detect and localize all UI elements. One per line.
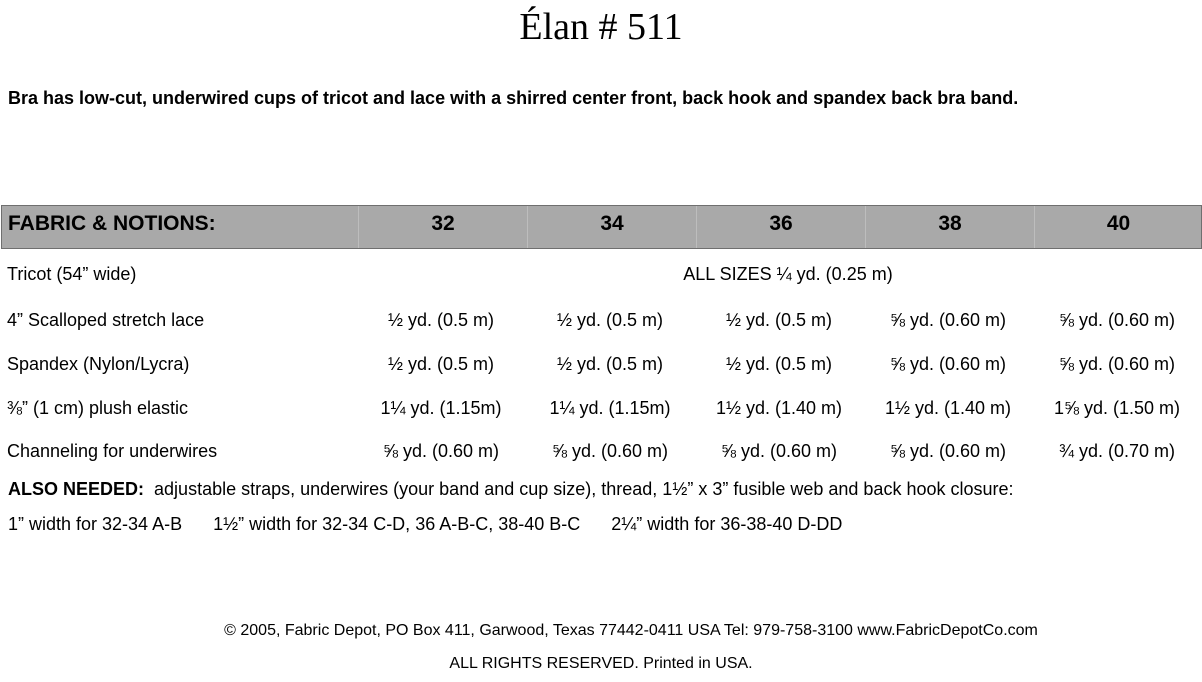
cell-size-34: ⅝ yd. (0.60 m) <box>551 441 669 461</box>
size-header-34: 34 <box>527 206 696 248</box>
rights-line: ALL RIGHTS RESERVED. Printed in USA. <box>449 655 753 672</box>
cell-size-34: ½ yd. (0.5 m) <box>556 310 664 330</box>
row-label: Channeling for underwires <box>7 441 218 461</box>
cell-size-36: ½ yd. (0.5 m) <box>725 310 833 330</box>
row-label: Spandex (Nylon/Lycra) <box>7 354 190 374</box>
cell-size-40: ⅝ yd. (0.60 m) <box>1058 354 1176 374</box>
table-header-label: FABRIC & NOTIONS: <box>8 212 216 235</box>
also-needed-text: adjustable straps, underwires (your band and cup size), thread, 1½” x 3” fusible web and back hook closure: <box>154 479 1014 499</box>
product-description: Bra has low-cut, underwired cups of tricot and lace with a shirred center front, back hook and spandex back bra band. <box>8 88 1019 108</box>
size-header-38: 38 <box>865 206 1034 248</box>
cell-size-32: ½ yd. (0.5 m) <box>387 310 495 330</box>
row-label: ⅜” (1 cm) plush elastic <box>7 398 189 418</box>
cell-size-40: 1⅝ yd. (1.50 m) <box>1053 398 1181 418</box>
cell-size-32: ⅝ yd. (0.60 m) <box>382 441 500 461</box>
cell-size-32: 1¼ yd. (1.15m) <box>380 398 502 418</box>
cell-size-36: 1½ yd. (1.40 m) <box>715 398 843 418</box>
size-header-36: 36 <box>696 206 865 248</box>
table-row <box>0 352 1202 376</box>
size-header-32: 32 <box>358 206 527 248</box>
table-header <box>1 205 1202 249</box>
cell-size-32: ½ yd. (0.5 m) <box>387 354 495 374</box>
cell-size-38: 1½ yd. (1.40 m) <box>884 398 1012 418</box>
table-row <box>0 262 1202 286</box>
row-label: Tricot (54” wide) <box>7 264 137 284</box>
table-row <box>0 308 1202 332</box>
width-option: 2¼” width for 36-38-40 D-DD <box>611 514 843 534</box>
cell-size-38: ⅝ yd. (0.60 m) <box>889 441 1007 461</box>
width-option: 1” width for 32-34 A-B <box>8 514 183 534</box>
row-label: 4” Scalloped stretch lace <box>7 310 205 330</box>
cell-size-36: ⅝ yd. (0.60 m) <box>720 441 838 461</box>
cell-size-40: ⅝ yd. (0.60 m) <box>1058 310 1176 330</box>
size-header-40: 40 <box>1034 206 1202 248</box>
underwire-widths <box>8 512 868 536</box>
all-sizes-value: ALL SIZES ¼ yd. (0.25 m) <box>683 264 893 284</box>
cell-size-34: 1¼ yd. (1.15m) <box>549 398 671 418</box>
cell-size-38: ⅝ yd. (0.60 m) <box>889 354 1007 374</box>
table-row <box>0 396 1202 420</box>
also-needed <box>8 477 1014 501</box>
cell-size-38: ⅝ yd. (0.60 m) <box>889 310 1007 330</box>
cell-size-40: ¾ yd. (0.70 m) <box>1058 441 1176 461</box>
copyright-line: © 2005, Fabric Depot, PO Box 411, Garwood, Texas 77442-0411 USA Tel: 979-758-3100 www.FabricDepotCo.com <box>224 622 1038 639</box>
table-row <box>0 439 1202 463</box>
cell-size-34: ½ yd. (0.5 m) <box>556 354 664 374</box>
cell-size-36: ½ yd. (0.5 m) <box>725 354 833 374</box>
also-needed-label: ALSO NEEDED: <box>8 479 145 499</box>
page-title: Élan # 511 <box>519 6 683 48</box>
width-option: 1½” width for 32-34 C-D, 36 A-B-C, 38-40 B-C <box>213 514 581 534</box>
